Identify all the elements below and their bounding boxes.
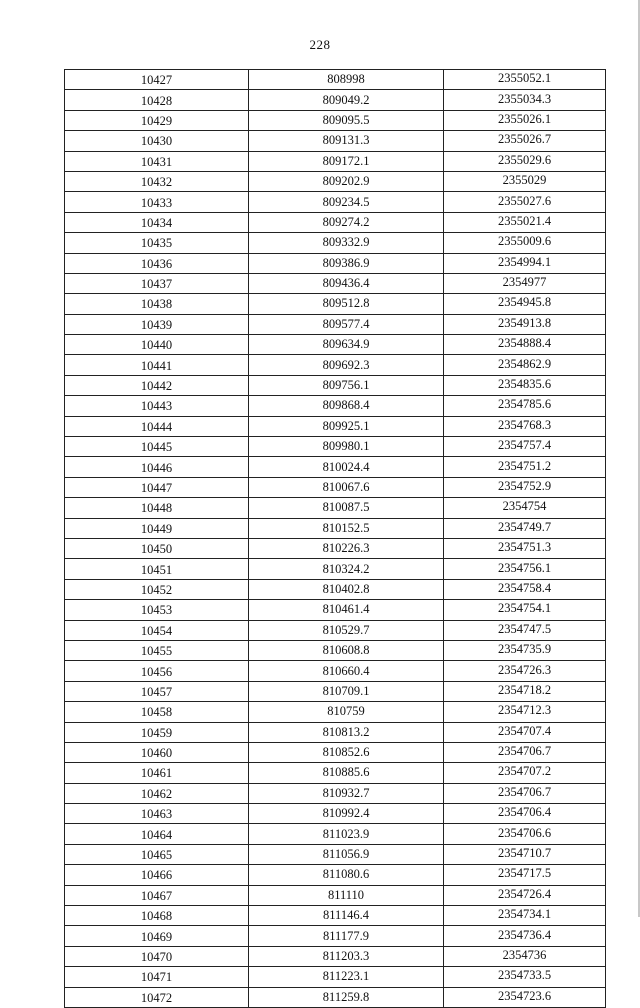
coordinate-x-cell: 810932.7	[249, 783, 444, 803]
coordinate-y-cell: 2354712.3	[444, 702, 606, 722]
point-id-cell: 10455	[65, 640, 249, 660]
table-row	[65, 600, 606, 620]
point-id-cell: 10468	[65, 906, 249, 926]
coordinate-x-cell: 811203.3	[249, 946, 444, 966]
point-id-cell: 10465	[65, 844, 249, 864]
coordinate-x-cell: 810226.3	[249, 538, 444, 558]
coordinate-y-cell: 2354888.4	[444, 335, 606, 355]
coordinate-y-cell: 2355052.1	[444, 70, 606, 90]
table-row	[65, 273, 606, 293]
point-id-cell: 10454	[65, 620, 249, 640]
coordinate-y-cell: 2354749.7	[444, 518, 606, 538]
point-id-cell: 10433	[65, 192, 249, 212]
coordinate-x-cell: 808998	[249, 70, 444, 90]
table-row	[65, 212, 606, 232]
point-id-cell: 10443	[65, 396, 249, 416]
coordinate-y-cell: 2354768.3	[444, 416, 606, 436]
table-row	[65, 90, 606, 110]
coordinate-x-cell: 809868.4	[249, 396, 444, 416]
table-row	[65, 477, 606, 497]
coordinate-y-cell: 2354723.6	[444, 987, 606, 1007]
point-id-cell: 10446	[65, 457, 249, 477]
coordinate-y-cell: 2355021.4	[444, 212, 606, 232]
table-row	[65, 681, 606, 701]
table-row	[65, 804, 606, 824]
table-row	[65, 946, 606, 966]
coordinate-y-cell: 2354706.7	[444, 742, 606, 762]
table-row	[65, 742, 606, 762]
coordinate-y-cell: 2354913.8	[444, 314, 606, 334]
coordinate-y-cell: 2354707.2	[444, 763, 606, 783]
coordinate-y-cell: 2355029	[444, 171, 606, 191]
table-row	[65, 702, 606, 722]
table-row	[65, 314, 606, 334]
coordinate-x-cell: 810024.4	[249, 457, 444, 477]
point-id-cell: 10434	[65, 212, 249, 232]
coordinate-x-cell: 810608.8	[249, 640, 444, 660]
coordinate-x-cell: 809234.5	[249, 192, 444, 212]
coordinate-x-cell: 809202.9	[249, 171, 444, 191]
coordinate-x-cell: 809049.2	[249, 90, 444, 110]
coordinate-x-cell: 809634.9	[249, 335, 444, 355]
coordinate-x-cell: 811056.9	[249, 844, 444, 864]
point-id-cell: 10427	[65, 70, 249, 90]
coordinate-x-cell: 809756.1	[249, 375, 444, 395]
table-row	[65, 640, 606, 660]
table-row	[65, 192, 606, 212]
point-id-cell: 10436	[65, 253, 249, 273]
coordinate-y-cell: 2354751.2	[444, 457, 606, 477]
point-id-cell: 10463	[65, 804, 249, 824]
coordinate-x-cell: 810885.6	[249, 763, 444, 783]
coordinate-y-cell: 2355009.6	[444, 233, 606, 253]
table-row	[65, 763, 606, 783]
coordinate-y-cell: 2354706.7	[444, 783, 606, 803]
table-row	[65, 865, 606, 885]
coordinate-y-cell: 2354977	[444, 273, 606, 293]
point-id-cell: 10456	[65, 661, 249, 681]
table-row	[65, 967, 606, 987]
coordinate-y-cell: 2354994.1	[444, 253, 606, 273]
coordinate-x-cell: 810852.6	[249, 742, 444, 762]
point-id-cell: 10472	[65, 987, 249, 1007]
table-row	[65, 151, 606, 171]
coordinate-y-cell: 2355026.1	[444, 110, 606, 130]
point-id-cell: 10444	[65, 416, 249, 436]
coordinate-y-cell: 2354718.2	[444, 681, 606, 701]
point-id-cell: 10470	[65, 946, 249, 966]
coordinate-y-cell: 2355027.6	[444, 192, 606, 212]
table-row	[65, 538, 606, 558]
coordinate-y-cell: 2354736.4	[444, 926, 606, 946]
point-id-cell: 10457	[65, 681, 249, 701]
coordinate-y-cell: 2354706.4	[444, 804, 606, 824]
coordinate-y-cell: 2354707.4	[444, 722, 606, 742]
coordinate-x-cell: 810324.2	[249, 559, 444, 579]
table-row	[65, 722, 606, 742]
coordinate-y-cell: 2354726.4	[444, 885, 606, 905]
coordinate-x-cell: 810660.4	[249, 661, 444, 681]
coordinate-y-cell: 2354835.6	[444, 375, 606, 395]
point-id-cell: 10453	[65, 600, 249, 620]
table-row	[65, 844, 606, 864]
table-row	[65, 498, 606, 518]
table-row	[65, 824, 606, 844]
coordinate-x-cell: 811223.1	[249, 967, 444, 987]
table-row	[65, 110, 606, 130]
coordinate-y-cell: 2354735.9	[444, 640, 606, 660]
table-row	[65, 131, 606, 151]
coordinate-x-cell: 809577.4	[249, 314, 444, 334]
coordinate-y-cell: 2355029.6	[444, 151, 606, 171]
coordinate-y-cell: 2354710.7	[444, 844, 606, 864]
point-id-cell: 10429	[65, 110, 249, 130]
coordinate-x-cell: 810709.1	[249, 681, 444, 701]
coordinate-y-cell: 2355034.3	[444, 90, 606, 110]
coordinate-table-body	[65, 70, 606, 1008]
point-id-cell: 10462	[65, 783, 249, 803]
coordinate-x-cell: 811023.9	[249, 824, 444, 844]
coordinate-y-cell: 2354717.5	[444, 865, 606, 885]
point-id-cell: 10452	[65, 579, 249, 599]
point-id-cell: 10449	[65, 518, 249, 538]
coordinate-y-cell: 2354736	[444, 946, 606, 966]
table-row	[65, 885, 606, 905]
point-id-cell: 10466	[65, 865, 249, 885]
coordinate-y-cell: 2354862.9	[444, 355, 606, 375]
page-number: 228	[309, 37, 331, 52]
coordinate-y-cell: 2354754	[444, 498, 606, 518]
table-row	[65, 416, 606, 436]
coordinate-y-cell: 2354734.1	[444, 906, 606, 926]
table-row	[65, 457, 606, 477]
point-id-cell: 10448	[65, 498, 249, 518]
coordinate-x-cell: 809436.4	[249, 273, 444, 293]
table-row	[65, 518, 606, 538]
coordinate-x-cell: 809274.2	[249, 212, 444, 232]
coordinate-x-cell: 811177.9	[249, 926, 444, 946]
table-row	[65, 233, 606, 253]
point-id-cell: 10437	[65, 273, 249, 293]
point-id-cell: 10442	[65, 375, 249, 395]
point-id-cell: 10445	[65, 437, 249, 457]
point-id-cell: 10451	[65, 559, 249, 579]
point-id-cell: 10458	[65, 702, 249, 722]
table-row	[65, 559, 606, 579]
point-id-cell: 10464	[65, 824, 249, 844]
coordinate-x-cell: 809095.5	[249, 110, 444, 130]
coordinate-y-cell: 2354756.1	[444, 559, 606, 579]
coordinate-y-cell: 2354757.4	[444, 437, 606, 457]
point-id-cell: 10467	[65, 885, 249, 905]
coordinate-y-cell: 2354726.3	[444, 661, 606, 681]
coordinate-x-cell: 809692.3	[249, 355, 444, 375]
coordinate-x-cell: 810067.6	[249, 477, 444, 497]
point-id-cell: 10428	[65, 90, 249, 110]
coordinate-y-cell: 2354752.9	[444, 477, 606, 497]
coordinate-y-cell: 2354758.4	[444, 579, 606, 599]
coordinate-y-cell: 2354754.1	[444, 600, 606, 620]
table-row	[65, 783, 606, 803]
coordinate-x-cell: 810813.2	[249, 722, 444, 742]
coordinate-x-cell: 811080.6	[249, 865, 444, 885]
table-row	[65, 335, 606, 355]
coordinate-x-cell: 809980.1	[249, 437, 444, 457]
point-id-cell: 10441	[65, 355, 249, 375]
coordinate-x-cell: 809172.1	[249, 151, 444, 171]
table-row	[65, 661, 606, 681]
table-row	[65, 355, 606, 375]
table-row	[65, 396, 606, 416]
coordinate-y-cell: 2355026.7	[444, 131, 606, 151]
coordinate-x-cell: 810402.8	[249, 579, 444, 599]
table-row	[65, 579, 606, 599]
coordinate-x-cell: 809386.9	[249, 253, 444, 273]
table-row	[65, 987, 606, 1007]
table-row	[65, 253, 606, 273]
coordinate-x-cell: 811259.8	[249, 987, 444, 1007]
point-id-cell: 10461	[65, 763, 249, 783]
table-row	[65, 171, 606, 191]
point-id-cell: 10439	[65, 314, 249, 334]
point-id-cell: 10450	[65, 538, 249, 558]
point-id-cell: 10460	[65, 742, 249, 762]
table-row	[65, 375, 606, 395]
coordinate-y-cell: 2354751.3	[444, 538, 606, 558]
point-id-cell: 10471	[65, 967, 249, 987]
coordinate-x-cell: 809131.3	[249, 131, 444, 151]
coordinate-x-cell: 810529.7	[249, 620, 444, 640]
table-row	[65, 437, 606, 457]
coordinate-x-cell: 811146.4	[249, 906, 444, 926]
coordinate-x-cell: 810992.4	[249, 804, 444, 824]
coordinate-y-cell: 2354747.5	[444, 620, 606, 640]
coordinate-x-cell: 809512.8	[249, 294, 444, 314]
coordinate-x-cell: 810087.5	[249, 498, 444, 518]
table-row	[65, 70, 606, 90]
coordinate-x-cell: 810759	[249, 702, 444, 722]
coordinate-y-cell: 2354706.6	[444, 824, 606, 844]
point-id-cell: 10431	[65, 151, 249, 171]
coordinate-table	[64, 69, 606, 1008]
point-id-cell: 10459	[65, 722, 249, 742]
point-id-cell: 10469	[65, 926, 249, 946]
table-row	[65, 906, 606, 926]
coordinate-x-cell: 810461.4	[249, 600, 444, 620]
table-row	[65, 294, 606, 314]
point-id-cell: 10435	[65, 233, 249, 253]
point-id-cell: 10430	[65, 131, 249, 151]
table-row	[65, 926, 606, 946]
coordinate-y-cell: 2354945.8	[444, 294, 606, 314]
table-row	[65, 620, 606, 640]
coordinate-x-cell: 809332.9	[249, 233, 444, 253]
point-id-cell: 10432	[65, 171, 249, 191]
coordinate-y-cell: 2354733.5	[444, 967, 606, 987]
coordinate-x-cell: 810152.5	[249, 518, 444, 538]
coordinate-x-cell: 809925.1	[249, 416, 444, 436]
coordinate-y-cell: 2354785.6	[444, 396, 606, 416]
point-id-cell: 10440	[65, 335, 249, 355]
point-id-cell: 10438	[65, 294, 249, 314]
coordinate-x-cell: 811110	[249, 885, 444, 905]
point-id-cell: 10447	[65, 477, 249, 497]
